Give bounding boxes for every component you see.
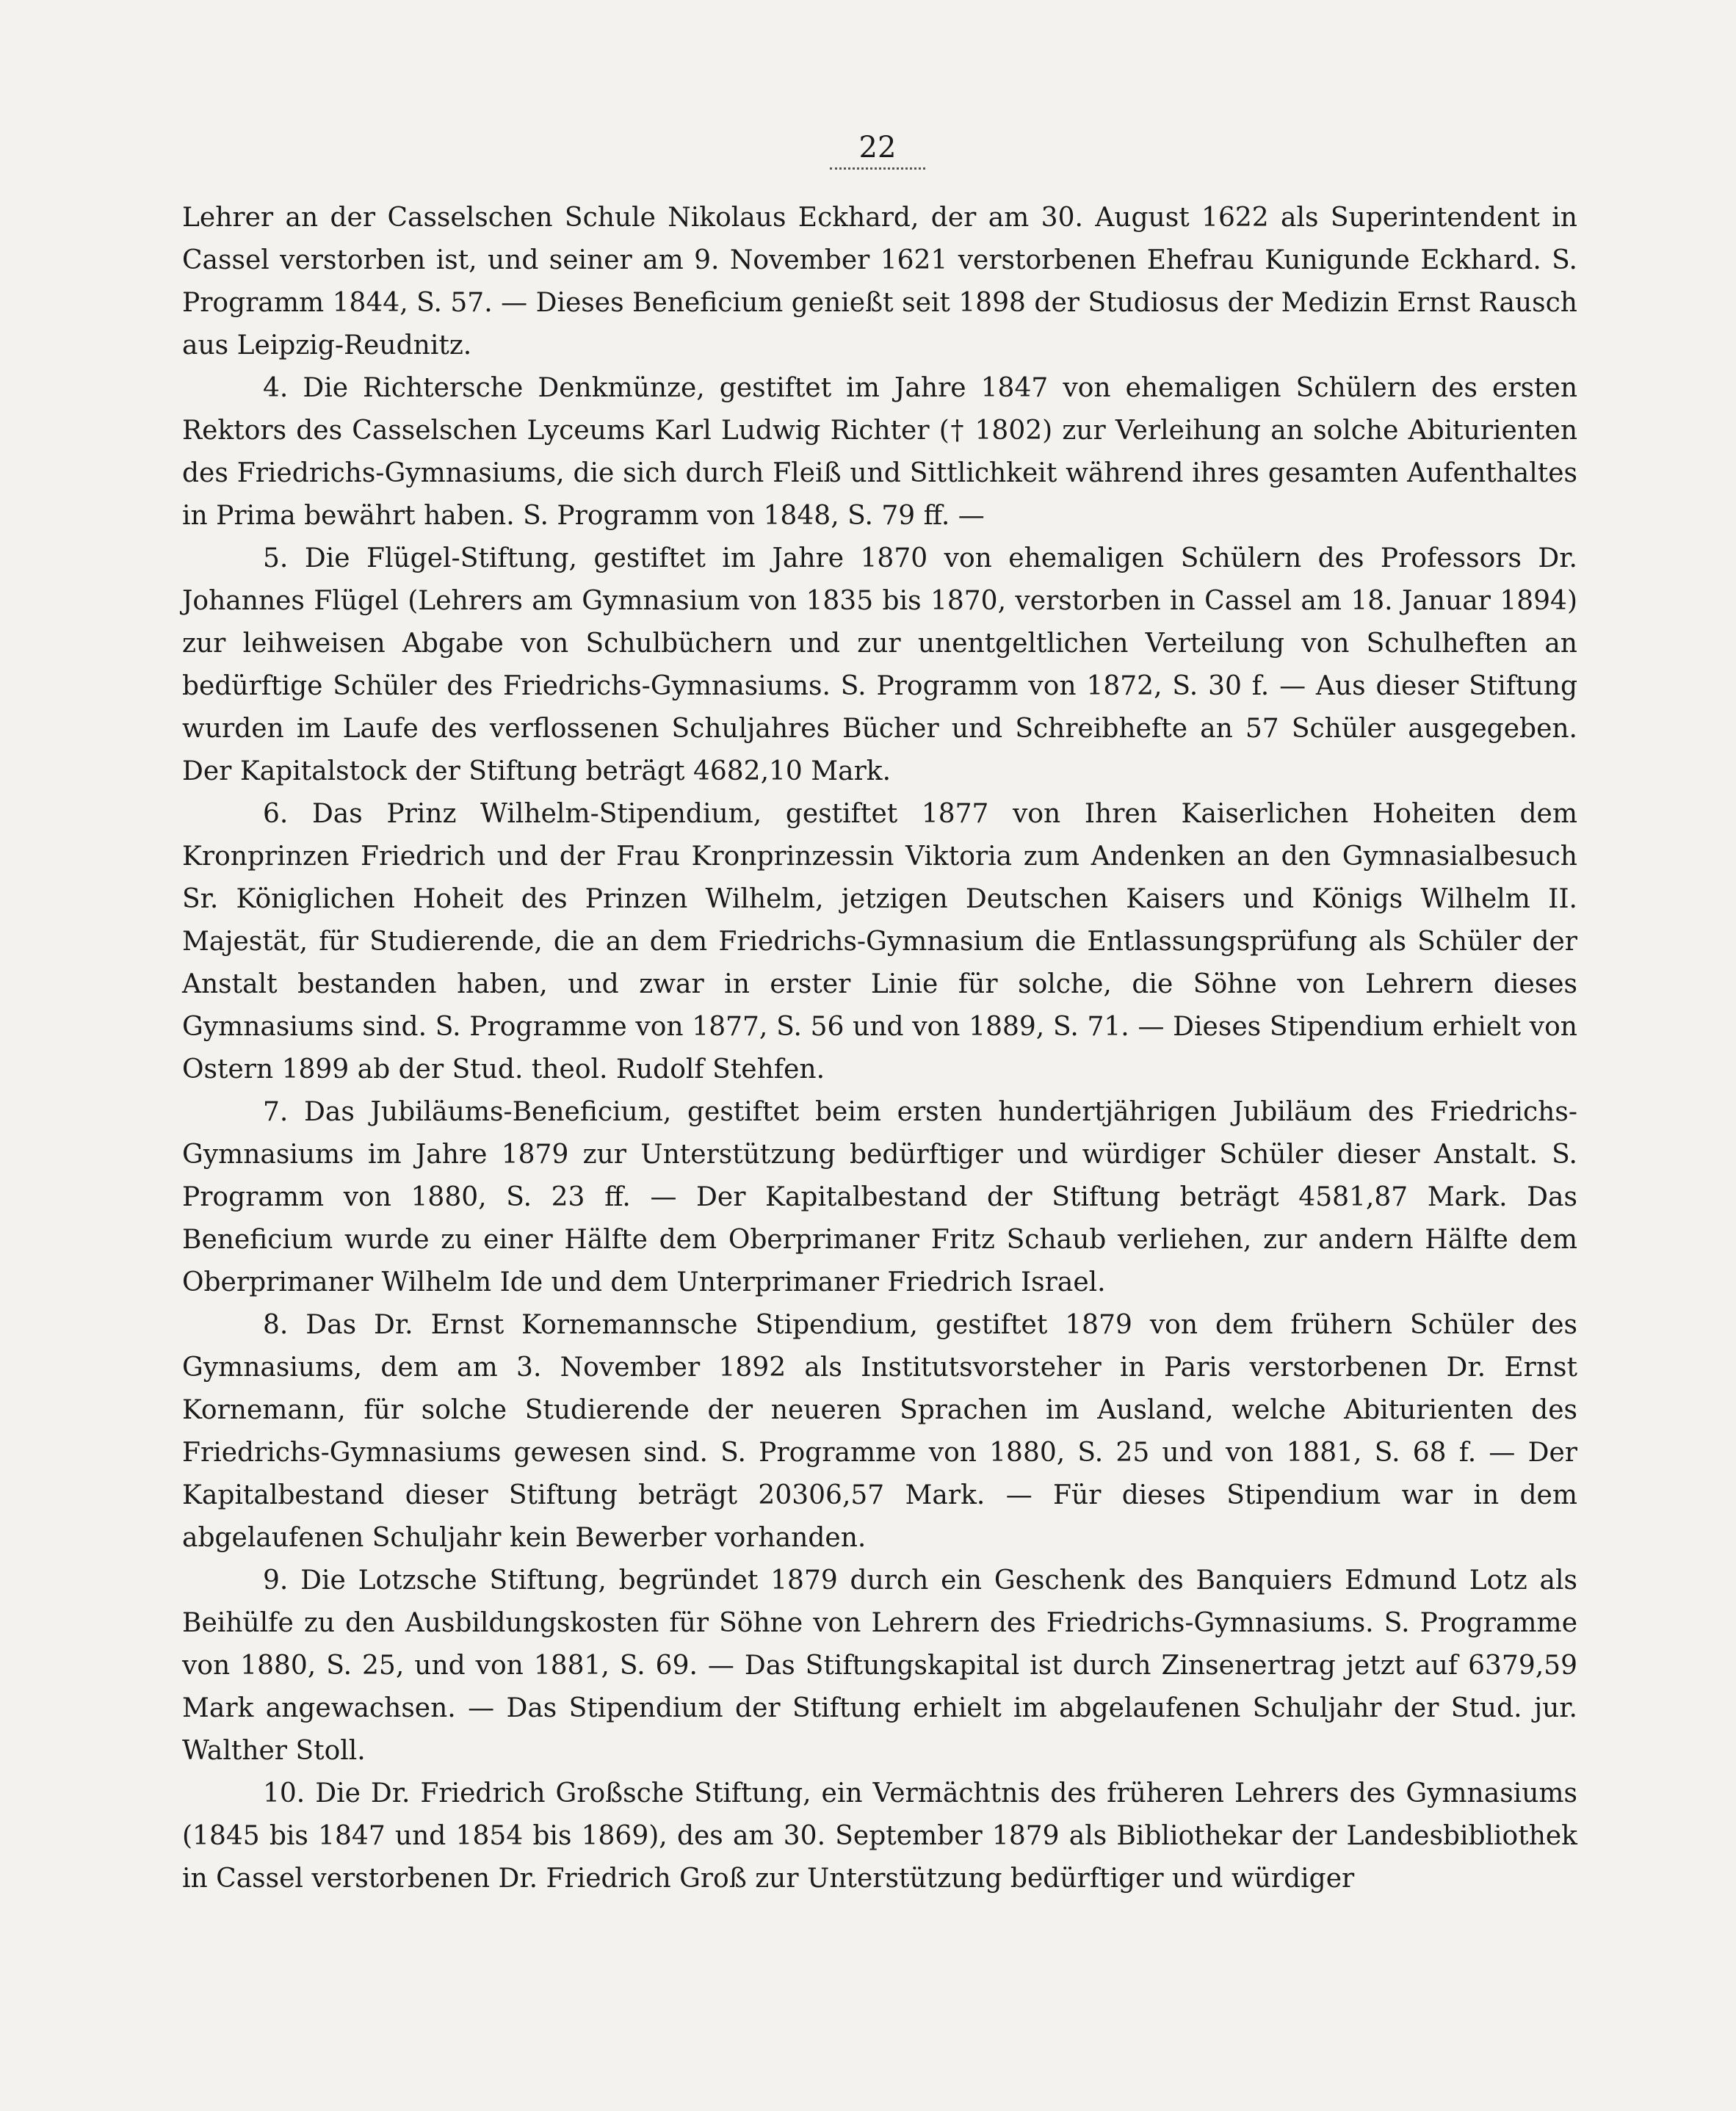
paragraph-item-8: 8. Das Dr. Ernst Kornemannsche Stipendium, gestiftet 1879 von dem frühern Schüler des Gymnasiums, dem am 3. November 1892 als Institutsvorsteher in Paris verstorbenen Dr. Ernst Kornemann, für solche Studierende der neueren Sprachen im Ausland, welche Abiturienten des Friedrichs-Gymnasiums gewesen sind. S. Programme von 1880, S. 25 und von 1881, S. 68 f. — Der Kapitalbestand dieser Stiftung beträgt 20306,57 Mark. — Für dieses Stipendium war in dem abgelaufenen Schuljahr kein Bewerber vorhanden. (182, 1310, 1577, 1553)
paragraph-item-4: 4. Die Richtersche Denkmünze, gestiftet im Jahre 1847 von ehemaligen Schülern des ersten Rektors des Casselschen Lyceums Karl Ludwig Richter († 1802) zur Verleihung an solche Abiturienten des Friedrichs-Gymnasiums, die sich durch Fleiß und Sittlichkeit während ihres gesamten Aufenthaltes in Prima bewährt haben. S. Programm von 1848, S. 79 ff. — (182, 373, 1577, 531)
paragraph-item-10: 10. Die Dr. Friedrich Großsche Stiftung, ein Vermächtnis des früheren Lehrers des Gymnasiums (1845 bis 1847 und 1854 bis 1869), des am 30. September 1879 als Bibliothekar der Landesbibliothek in Cassel verstorbenen Dr. Friedrich Groß zur Unterstützung bedürftiger und würdiger (182, 1778, 1577, 1894)
paragraph-continuation: Lehrer an der Casselschen Schule Nikolaus Eckhard, der am 30. August 1622 als Superintendent in Cassel verstorben ist, und seiner am 9. November 1621 verstorbenen Ehefrau Kunigunde Eckhard. S. Programm 1844, S. 57. — Dieses Beneficium genießt seit 1898 der Studiosus der Medizin Ernst Rausch aus Leipzig-Reudnitz. (182, 203, 1577, 361)
paragraph-item-9: 9. Die Lotzsche Stiftung, begründet 1879 durch ein Geschenk des Banquiers Edmund Lotz als Beihülfe zu den Ausbildungskosten für Söhne von Lehrern des Friedrichs-Gymnasiums. S. Programme von 1880, S. 25, und von 1881, S. 69. — Das Stiftungskapital ist durch Zinsenertrag jetzt auf 6379,59 Mark angewachsen. — Das Stipendium der Stiftung erhielt im abgelaufenen Schuljahr der Stud. jur. Walther Stoll. (182, 1565, 1577, 1766)
body-text (182, 197, 1577, 1900)
paragraph-item-5: 5. Die Flügel-Stiftung, gestiftet im Jahre 1870 von ehemaligen Schülern des Professors Dr. Johannes Flügel (Lehrers am Gymnasium von 1835 bis 1870, verstorben in Cassel am 18. Januar 1894) zur leihweisen Abgabe von Schulbüchern und zur unentgeltlichen Verteilung von Schulheften an bedürftige Schüler des Friedrichs-Gymnasiums. S. Programm von 1872, S. 30 f. — Aus dieser Stiftung wurden im Laufe des verflossenen Schuljahres Bücher und Schreibhefte an 57 Schüler ausgegeben. Der Kapitalstock der Stiftung beträgt 4682,10 Mark. (182, 543, 1577, 786)
page-number: 22 (858, 131, 897, 164)
page-number-ornament (830, 167, 925, 170)
paragraph-item-7: 7. Das Jubiläums-Beneficium, gestiftet beim ersten hundertjährigen Jubiläum des Friedrichs-Gymnasiums im Jahre 1879 zur Unterstützung bedürftiger und würdiger Schüler dieser Anstalt. S. Programm von 1880, S. 23 ff. — Der Kapitalbestand der Stiftung beträgt 4581,87 Mark. Das Beneficium wurde zu einer Hälfte dem Oberprimaner Fritz Schaub verliehen, zur andern Hälfte dem Oberprimaner Wilhelm Ide und dem Unterprimaner Friedrich Israel. (182, 1097, 1577, 1297)
paragraph-item-6: 6. Das Prinz Wilhelm-Stipendium, gestiftet 1877 von Ihren Kaiserlichen Hoheiten dem Kronprinzen Friedrich und der Frau Kronprinzessin Viktoria zum Andenken an den Gymnasialbesuch Sr. Königlichen Hoheit des Prinzen Wilhelm, jetzigen Deutschen Kaisers und Königs Wilhelm II. Majestät, für Studierende, die an dem Friedrichs-Gymnasium die Entlassungsprüfung als Schüler der Anstalt bestanden haben, und zwar in erster Linie für solche, die Söhne von Lehrern dieses Gymnasiums sind. S. Programme von 1877, S. 56 und von 1889, S. 71. — Dieses Stipendium erhielt von Ostern 1899 ab der Stud. theol. Rudolf Stehfen. (182, 799, 1577, 1085)
